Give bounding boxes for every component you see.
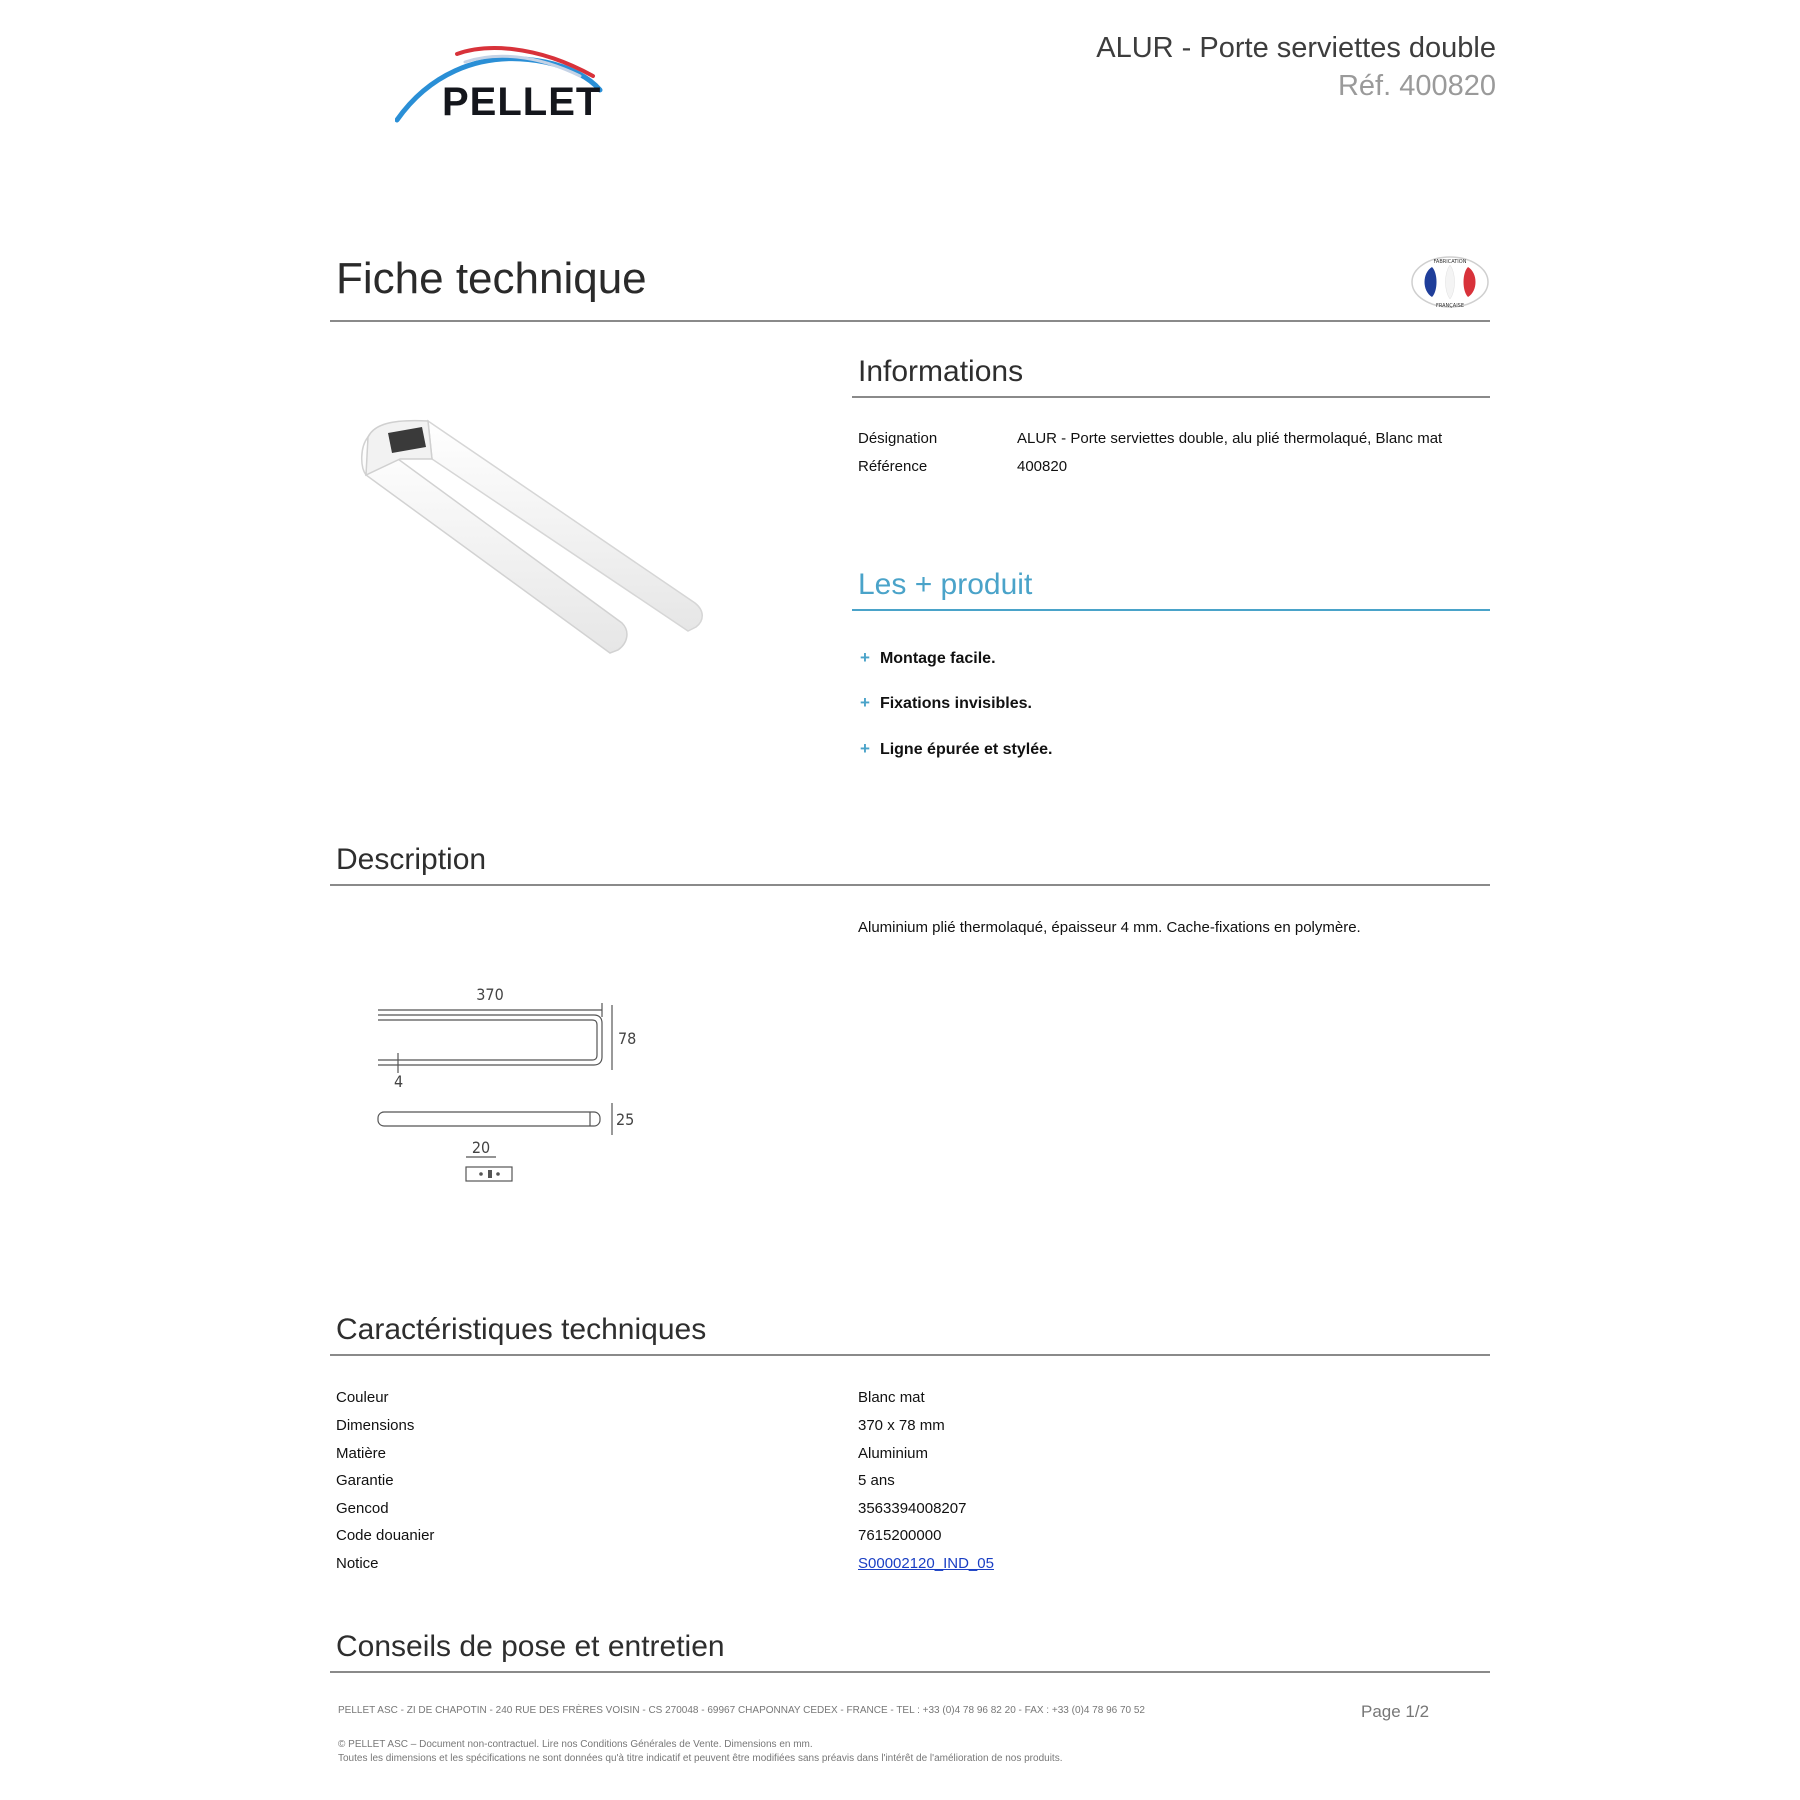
footer-legal-line-2: Toutes les dimensions et les spécifications ne sont données qu'à titre indicatif et peuvent être modifiées sans préavis dans l'intérêt de l'amélioration de nos produits. (338, 1753, 1063, 1764)
caracteristiques-rule (330, 1354, 1490, 1356)
spec-label-gencod: Gencod (336, 1500, 389, 1517)
spec-label-matiere: Matière (336, 1445, 387, 1462)
badge-text-top: FABRICATION (1433, 259, 1467, 265)
footer-address: PELLET ASC - ZI DE CHAPOTIN - 240 RUE DES FRÈRES VOISIN - CS 270048 - 69967 CHAPONNAY CEDEX - FRANCE - TEL : +33 (0)4 78 96 82 20 - FAX : +33 (0)4 78 96 70 52 (338, 1705, 1145, 1716)
informations-rule (852, 396, 1490, 398)
plus-item: + Ligne épurée et stylée. (860, 739, 1053, 758)
description-text: Aluminium plié thermolaqué, épaisseur 4 mm. Cache-fixations en polymère. (858, 919, 1361, 936)
french-flag-badge-icon (1410, 255, 1490, 310)
plus-icon: + (860, 693, 870, 712)
spec-value-matiere: Aluminium (858, 1445, 929, 1462)
brand-name: PELLET (442, 80, 602, 124)
spec-value-gencod: 3563394008207 (858, 1500, 967, 1517)
footer-legal (338, 1738, 1062, 1766)
dimension-drawing (370, 975, 640, 1195)
conseils-heading: Conseils de pose et entretien (336, 1630, 725, 1663)
dim-depth: 25 (616, 1110, 635, 1129)
dim-thickness: 4 (394, 1072, 404, 1091)
page-title: Fiche technique (336, 254, 647, 303)
spec-value-dimensions: 370 x 78 mm (858, 1417, 945, 1434)
dim-width: 20 (471, 1138, 491, 1157)
plus-produit-rule (852, 609, 1490, 611)
spec-value-couleur: Blanc mat (858, 1389, 925, 1406)
towel-holder-illustration (360, 355, 710, 700)
page-title-rule (330, 320, 1490, 322)
brand-logo (395, 40, 635, 125)
product-title: ALUR - Porte serviettes double (1096, 32, 1496, 64)
plus-item: + Fixations invisibles. (860, 693, 1032, 712)
spec-value-garantie: 5 ans (858, 1472, 895, 1489)
caracteristiques-heading: Caractéristiques techniques (336, 1313, 707, 1346)
notice-link[interactable]: S00002120_IND_05 (858, 1555, 994, 1572)
description-rule (330, 884, 1490, 886)
info-label-designation: Désignation (858, 430, 938, 447)
dimension-drawing-svg (370, 975, 640, 1195)
fabrication-francaise-badge (1410, 255, 1490, 310)
plus-icon: + (860, 739, 870, 758)
dim-length: 370 (476, 985, 504, 1004)
info-label-reference: Référence (858, 458, 928, 475)
plus-icon: + (860, 648, 870, 667)
spec-label-notice: Notice (336, 1555, 379, 1572)
footer-legal-line-1: © PELLET ASC – Document non-contractuel. Lire nos Conditions Générales de Vente. Dimensions en mm. (338, 1739, 813, 1750)
info-value-designation: ALUR - Porte serviettes double, alu plié thermolaqué, Blanc mat (1017, 430, 1443, 447)
dim-height: 78 (618, 1029, 637, 1048)
plus-item: + Montage facile. (860, 648, 996, 667)
conseils-rule (330, 1671, 1490, 1673)
spec-label-code-douanier: Code douanier (336, 1527, 435, 1544)
product-image (360, 355, 710, 700)
spec-value-code-douanier: 7615200000 (858, 1527, 942, 1544)
description-heading: Description (336, 843, 487, 876)
spec-label-dimensions: Dimensions (336, 1417, 415, 1434)
product-reference: Réf. 400820 (1337, 70, 1496, 102)
plus-produit-heading: Les + produit (858, 568, 1033, 601)
badge-text-bottom: FRANÇAISE (1435, 303, 1465, 309)
page-number: Page 1/2 (1361, 1702, 1430, 1721)
spec-label-couleur: Couleur (336, 1389, 389, 1406)
informations-heading: Informations (858, 355, 1024, 388)
spec-label-garantie: Garantie (336, 1472, 394, 1489)
info-value-reference: 400820 (1017, 458, 1068, 475)
